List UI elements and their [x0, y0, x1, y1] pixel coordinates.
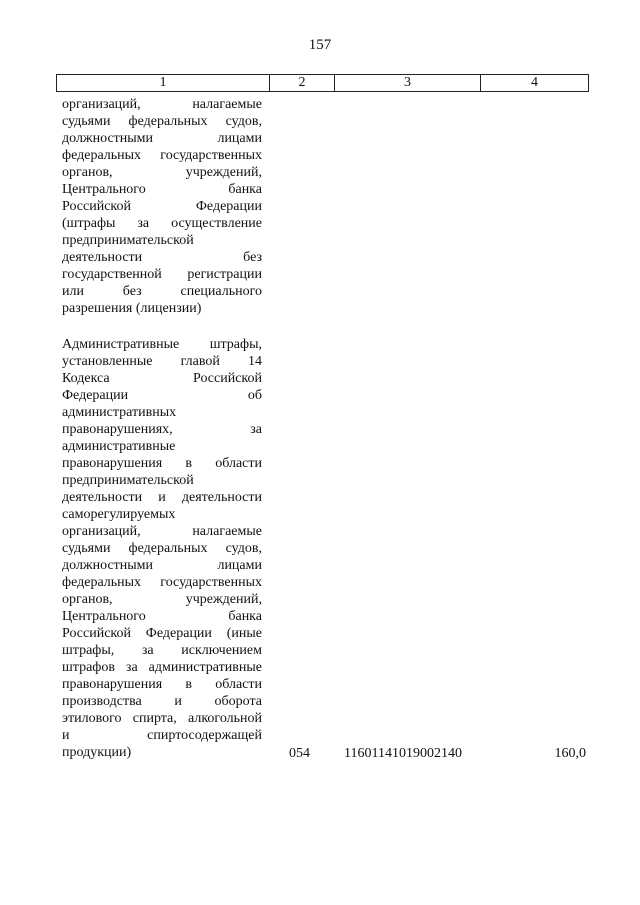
row2-amount: 160,0: [554, 746, 586, 761]
description-line: правонарушения в области: [62, 677, 262, 692]
description-line: Российской Федерации (иные: [62, 626, 262, 641]
description-line: (штрафы за осуществление: [62, 216, 262, 231]
description-line: штрафов за административные: [62, 660, 262, 675]
description-line: разрешения (лицензии): [62, 301, 202, 316]
description-line: судьями федеральных судов,: [62, 541, 262, 556]
description-line: предпринимательской: [62, 473, 194, 488]
description-line: организаций, налагаемые: [62, 524, 262, 539]
description-line: Центрального банка: [62, 609, 262, 624]
description-line: штрафы, за исключением: [62, 643, 262, 658]
description-line: этилового спирта, алкогольной: [62, 711, 262, 726]
description-line: или без специального: [62, 284, 262, 299]
description-line: административные: [62, 439, 176, 454]
description-line: правонарушениях, за: [62, 422, 262, 437]
header-col-3: 3: [335, 75, 481, 91]
description-line: административных: [62, 405, 177, 420]
description-line: и спиртосодержащей: [62, 728, 262, 743]
description-line: Федерации об: [62, 388, 262, 403]
header-col-1: 1: [57, 75, 270, 91]
description-line: деятельности и деятельности: [62, 490, 262, 505]
description-line: производства и оборота: [62, 694, 262, 709]
header-col-2: 2: [270, 75, 335, 91]
row2-description: [62, 336, 262, 761]
row2-kbk-code: 11601141019002140: [344, 746, 462, 761]
description-line: Российской Федерации: [62, 199, 262, 214]
header-col-4: 4: [531, 75, 538, 90]
description-line: установленные главой 14: [62, 354, 262, 369]
row2-admin-code: 054: [289, 746, 310, 761]
description-line: органов, учреждений,: [62, 165, 262, 180]
description-line: Центрального банка: [62, 182, 262, 197]
table-header: [56, 74, 589, 92]
description-line: Административные штрафы,: [62, 337, 262, 352]
description-line: государственной регистрации: [62, 267, 262, 282]
description-line: организаций, налагаемые: [62, 97, 262, 112]
row1-description: [62, 96, 262, 317]
description-line: органов, учреждений,: [62, 592, 262, 607]
description-line: продукции): [62, 745, 132, 760]
description-line: деятельности без: [62, 250, 262, 265]
description-line: судьями федеральных судов,: [62, 114, 262, 129]
description-line: Кодекса Российской: [62, 371, 262, 386]
description-line: федеральных государственных: [62, 148, 262, 163]
description-line: правонарушения в области: [62, 456, 262, 471]
description-line: должностными лицами: [62, 131, 262, 146]
description-line: должностными лицами: [62, 558, 262, 573]
description-line: предпринимательской: [62, 233, 194, 248]
description-line: федеральных государственных: [62, 575, 262, 590]
page-number: 157: [308, 37, 332, 53]
description-line: саморегулируемых: [62, 507, 176, 522]
